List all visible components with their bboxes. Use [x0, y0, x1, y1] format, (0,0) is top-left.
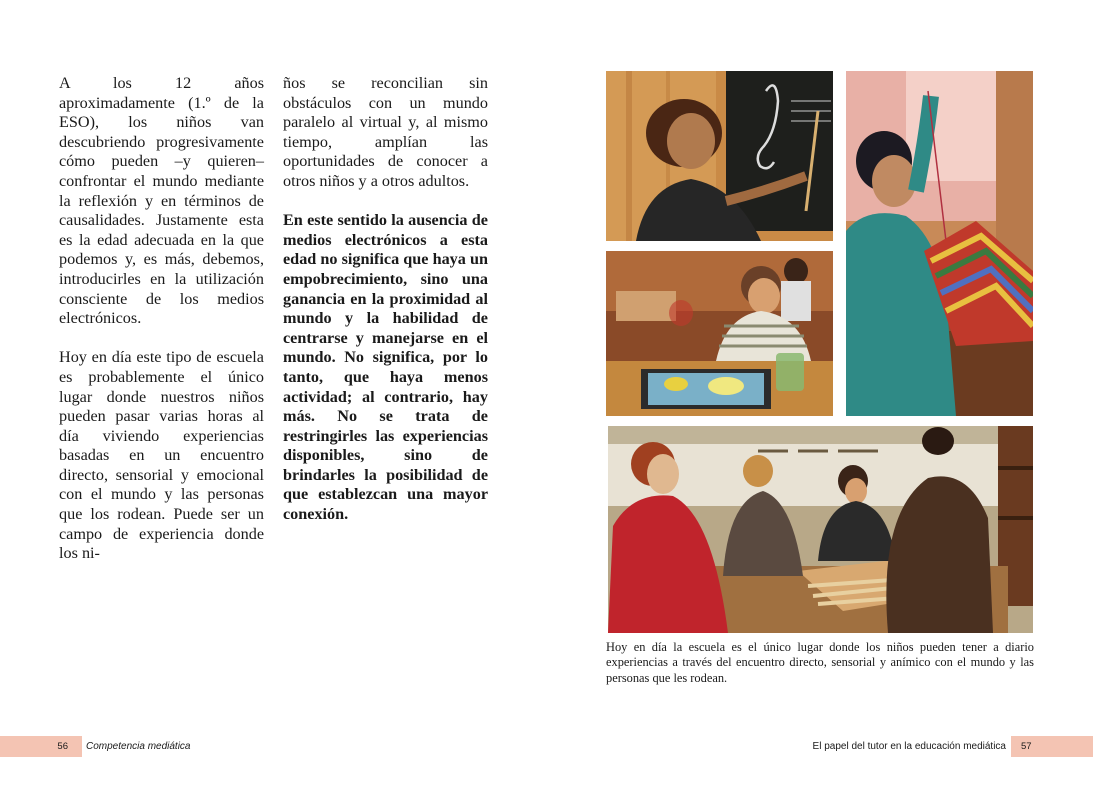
left-column — [59, 74, 264, 564]
body-paragraph-3: ños se reconcilian sin obstáculos con un mundo paralelo al virtual y, al mismo tiempo, amplían las oportunidades de conocer a otros niños y a otros adultos. — [283, 74, 488, 190]
bold-highlight-paragraph: En este sentido la ausencia de medios electrónicos a esta edad no significa que haya un empobrecimiento, sino una ganancia en la proximidad al mundo y la habilidad de centrarse y manejarse en el mundo. No significa, por lo tanto, que haya menos actividad; al contrario, hay más. No se trata de restringirles las experiencias disponibles, sino de brindarles la posibilidad de que establezcan una mayor conexión. — [283, 211, 488, 524]
running-title-right: El papel del tutor en la educación mediática — [812, 741, 1006, 752]
body-paragraph-1: A los 12 años aproximadamente (1.º de la ESO), los niños van descubriendo progresivamente cómo pueden –y quieren– confrontar el mundo mediante la reflexión y en términos de causalidades. Justamente esta es la edad adecuada en la que podemos y, es más, debemos, introducirles en la utilización consciente de los medios electrónicos. — [59, 74, 264, 328]
right-column — [283, 74, 488, 525]
page-number-right: 57 — [1011, 736, 1093, 757]
photo-girl-at-chalkboard — [606, 71, 833, 241]
page-number-left: 56 — [0, 736, 82, 757]
body-paragraph-2: Hoy en día este tipo de escuela es probablemente el único lugar donde nuestros niños pueden pasar varias horas al día viviendo experiencias basadas en un encuentro directo, sensorial y emocional con el mundo y las personas que los rodean. Puede ser un campo de experiencia donde los ni- — [59, 348, 264, 563]
photo-boy-weaving — [846, 71, 1033, 416]
photo-boy-painting — [606, 251, 833, 416]
photo-caption: Hoy en día la escuela es el único lugar donde los niños pueden tener a diario experiencias a través del encuentro directo, sensorial y anímico con el mundo y las personas que les rodean. — [606, 640, 1034, 685]
photo-woodwork-workshop — [608, 426, 1033, 633]
running-title-left: Competencia mediática — [86, 741, 191, 752]
